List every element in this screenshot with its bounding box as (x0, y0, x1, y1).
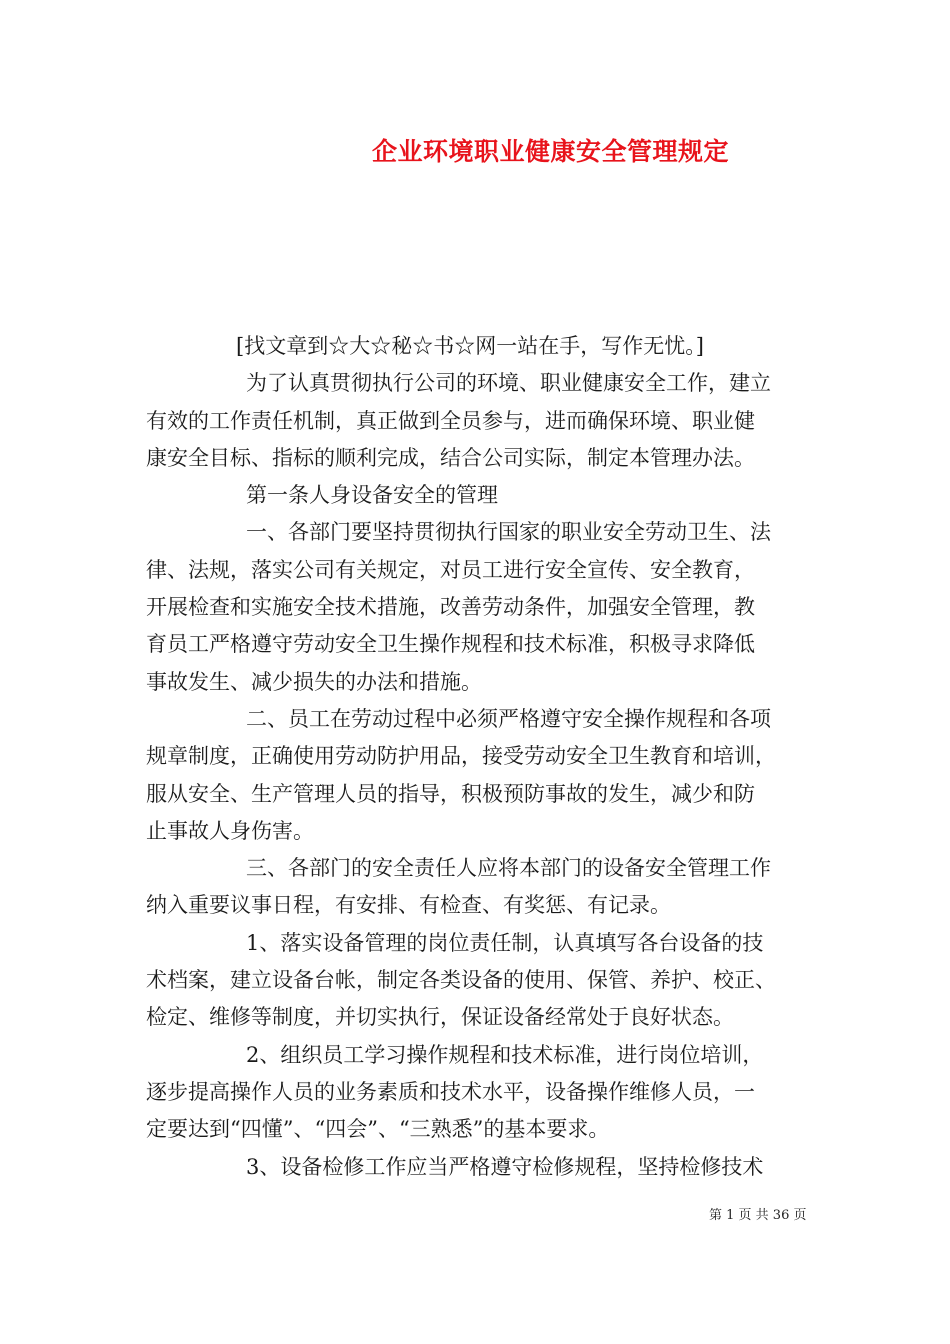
paragraph-line: 有效的工作责任机制，真正做到全员参与，进而确保环境、职业健 (146, 408, 755, 433)
paragraph-line: 律、法规，落实公司有关规定，对员工进行安全宣传、安全教育， (146, 557, 755, 582)
paragraph-line: 为了认真贯彻执行公司的环境、职业健康安全工作，建立 (246, 371, 771, 396)
page-number-footer: 第 1 页 共 36 页 (709, 1208, 807, 1223)
document-title: 企业环境职业健康安全管理规定 (372, 137, 730, 166)
paragraph-line: 止事故人身伤害。 (146, 818, 314, 843)
paragraph-line: 规章制度，正确使用劳动防护用品，接受劳动安全卫生教育和培训， (146, 744, 776, 769)
paragraph-line: 定要达到“四懂”、“四会”、“三熟悉”的基本要求。 (146, 1117, 610, 1142)
paragraph-line: 服从安全、生产管理人员的指导，积极预防事故的发生，减少和防 (146, 781, 755, 806)
paragraph-line: 康安全目标、指标的顺利完成，结合公司实际，制定本管理办法。 (146, 445, 755, 470)
paragraph-line: 二、员工在劳动过程中必须严格遵守安全操作规程和各项 (246, 706, 771, 731)
paragraph-line: 术档案，建立设备台帐，制定各类设备的使用、保管、养护、校正、 (146, 968, 776, 993)
paragraph-line: 3、设备检修工作应当严格遵守检修规程，坚持检修技术 (246, 1154, 764, 1179)
paragraph-line: 检定、维修等制度，并切实执行，保证设备经常处于良好状态。 (146, 1005, 734, 1030)
paragraph-line: 一、各部门要坚持贯彻执行国家的职业安全劳动卫生、法 (246, 520, 771, 545)
paragraph-line: 开展检查和实施安全技术措施，改善劳动条件，加强安全管理，教 (146, 595, 755, 620)
paragraph-line: 2、组织员工学习操作规程和技术标准，进行岗位培训， (246, 1042, 764, 1067)
document-body (146, 328, 814, 1186)
notice-line: [找文章到☆大☆秘☆书☆网一站在手，写作无忧。] (236, 334, 704, 358)
paragraph-line: 逐步提高操作人员的业务素质和技术水平，设备操作维修人员，一 (146, 1079, 755, 1104)
paragraph-line: 1、落实设备管理的岗位责任制，认真填写各台设备的技 (246, 930, 764, 955)
section-heading: 第一条人身设备安全的管理 (246, 483, 498, 508)
paragraph-line: 事故发生、减少损失的办法和措施。 (146, 669, 482, 694)
paragraph-line: 育员工严格遵守劳动安全卫生操作规程和技术标准，积极寻求降低 (146, 632, 755, 657)
paragraph-line: 纳入重要议事日程，有安排、有检查、有奖惩、有记录。 (146, 893, 671, 918)
paragraph-line: 三、各部门的安全责任人应将本部门的设备安全管理工作 (246, 856, 771, 881)
